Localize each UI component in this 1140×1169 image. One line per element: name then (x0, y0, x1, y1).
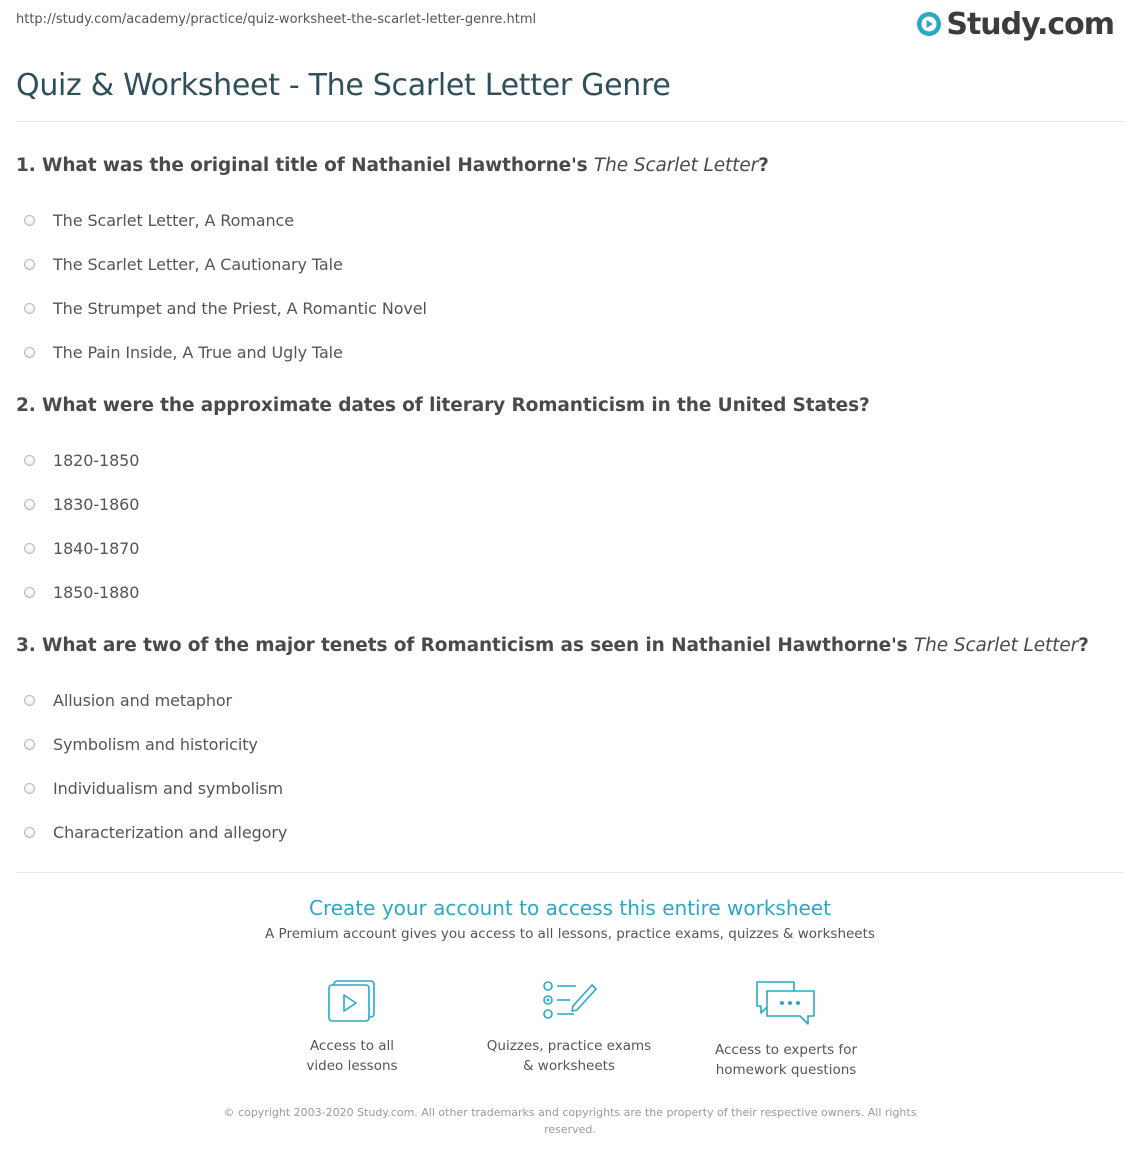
radio-button[interactable] (24, 499, 35, 510)
question-text (16, 395, 1126, 416)
radio-button[interactable] (24, 215, 35, 226)
cta-title[interactable]: Create your account to access this entire worksheet (309, 896, 831, 920)
answer-options (16, 438, 1126, 614)
answer-option[interactable] (16, 526, 1126, 570)
answer-option[interactable] (16, 570, 1126, 614)
question-prompt: What are two of the major tenets of Romanticism as seen in Nathaniel Hawthorne's (42, 635, 908, 656)
play-circle-icon (916, 11, 942, 37)
answer-label: The Strumpet and the Priest, A Romantic Novel (53, 298, 427, 318)
answer-label: The Pain Inside, A True and Ugly Tale (53, 342, 343, 362)
radio-button[interactable] (24, 827, 35, 838)
chat-bubbles-icon (754, 978, 818, 1028)
radio-button[interactable] (24, 259, 35, 270)
feature-label: Access to all video lessons (306, 1038, 398, 1074)
question-number: 3. (16, 635, 36, 656)
question-text (16, 155, 1126, 176)
answer-label: 1830-1860 (53, 494, 140, 514)
answer-option[interactable] (16, 678, 1126, 722)
answer-label: Individualism and symbolism (53, 778, 284, 798)
question-prompt: What was the original title of Nathaniel Hawthorne's (42, 155, 588, 176)
copyright-footer: © copyright 2003-2020 Study.com. All other trademarks and copyrights are the property of their respective owners. All rights reserved. (223, 1106, 917, 1136)
question-1 (16, 155, 1126, 374)
page-title: Quiz & Worksheet - The Scarlet Letter Genre (16, 68, 671, 103)
question-3 (16, 635, 1126, 854)
answer-option[interactable] (16, 198, 1126, 242)
answer-option[interactable] (16, 766, 1126, 810)
answer-option[interactable] (16, 286, 1126, 330)
feature-video-lessons (252, 978, 452, 1076)
page-url: http://study.com/academy/practice/quiz-worksheet-the-scarlet-letter-genre.html (16, 12, 537, 27)
logo-text: Study.com (946, 6, 1114, 42)
answer-options (16, 198, 1126, 374)
feature-quizzes (469, 978, 669, 1076)
radio-button[interactable] (24, 543, 35, 554)
video-lessons-icon (325, 978, 379, 1024)
divider (16, 121, 1124, 122)
feature-list (0, 978, 1140, 1088)
question-2 (16, 395, 1126, 614)
question-text (16, 635, 1126, 656)
answer-label: Characterization and allegory (53, 822, 288, 842)
divider (16, 872, 1124, 873)
answer-label: Symbolism and historicity (53, 734, 258, 754)
answer-option[interactable] (16, 722, 1126, 766)
radio-button[interactable] (24, 303, 35, 314)
question-title-italic: The Scarlet Letter (593, 155, 759, 176)
feature-label: Access to experts for homework questions (714, 1042, 857, 1078)
radio-button[interactable] (24, 455, 35, 466)
answer-option[interactable] (16, 482, 1126, 526)
radio-button[interactable] (24, 739, 35, 750)
quiz-checklist-icon (540, 978, 598, 1024)
answer-label: Allusion and metaphor (53, 690, 233, 710)
answer-option[interactable] (16, 438, 1126, 482)
question-number: 1. (16, 155, 36, 176)
study-logo[interactable] (916, 6, 1114, 42)
radio-button[interactable] (24, 587, 35, 598)
feature-label: Quizzes, practice exams & worksheets (486, 1038, 652, 1074)
question-title-italic: The Scarlet Letter (913, 635, 1079, 656)
answer-options (16, 678, 1126, 854)
radio-button[interactable] (24, 783, 35, 794)
question-prompt: What were the approximate dates of literary Romanticism in the United States? (42, 395, 870, 416)
answer-label: The Scarlet Letter, A Romance (53, 210, 294, 230)
answer-option[interactable] (16, 242, 1126, 286)
radio-button[interactable] (24, 347, 35, 358)
question-number: 2. (16, 395, 36, 416)
answer-option[interactable] (16, 810, 1126, 854)
cta-subtitle: A Premium account gives you access to all lessons, practice exams, quizzes & worksheets (265, 926, 875, 942)
feature-experts (686, 978, 886, 1080)
question-end: ? (1078, 635, 1089, 656)
answer-label: 1850-1880 (53, 582, 140, 602)
question-end: ? (758, 155, 769, 176)
radio-button[interactable] (24, 695, 35, 706)
answer-label: 1820-1850 (53, 450, 140, 470)
answer-label: 1840-1870 (53, 538, 140, 558)
answer-option[interactable] (16, 330, 1126, 374)
answer-label: The Scarlet Letter, A Cautionary Tale (53, 254, 343, 274)
